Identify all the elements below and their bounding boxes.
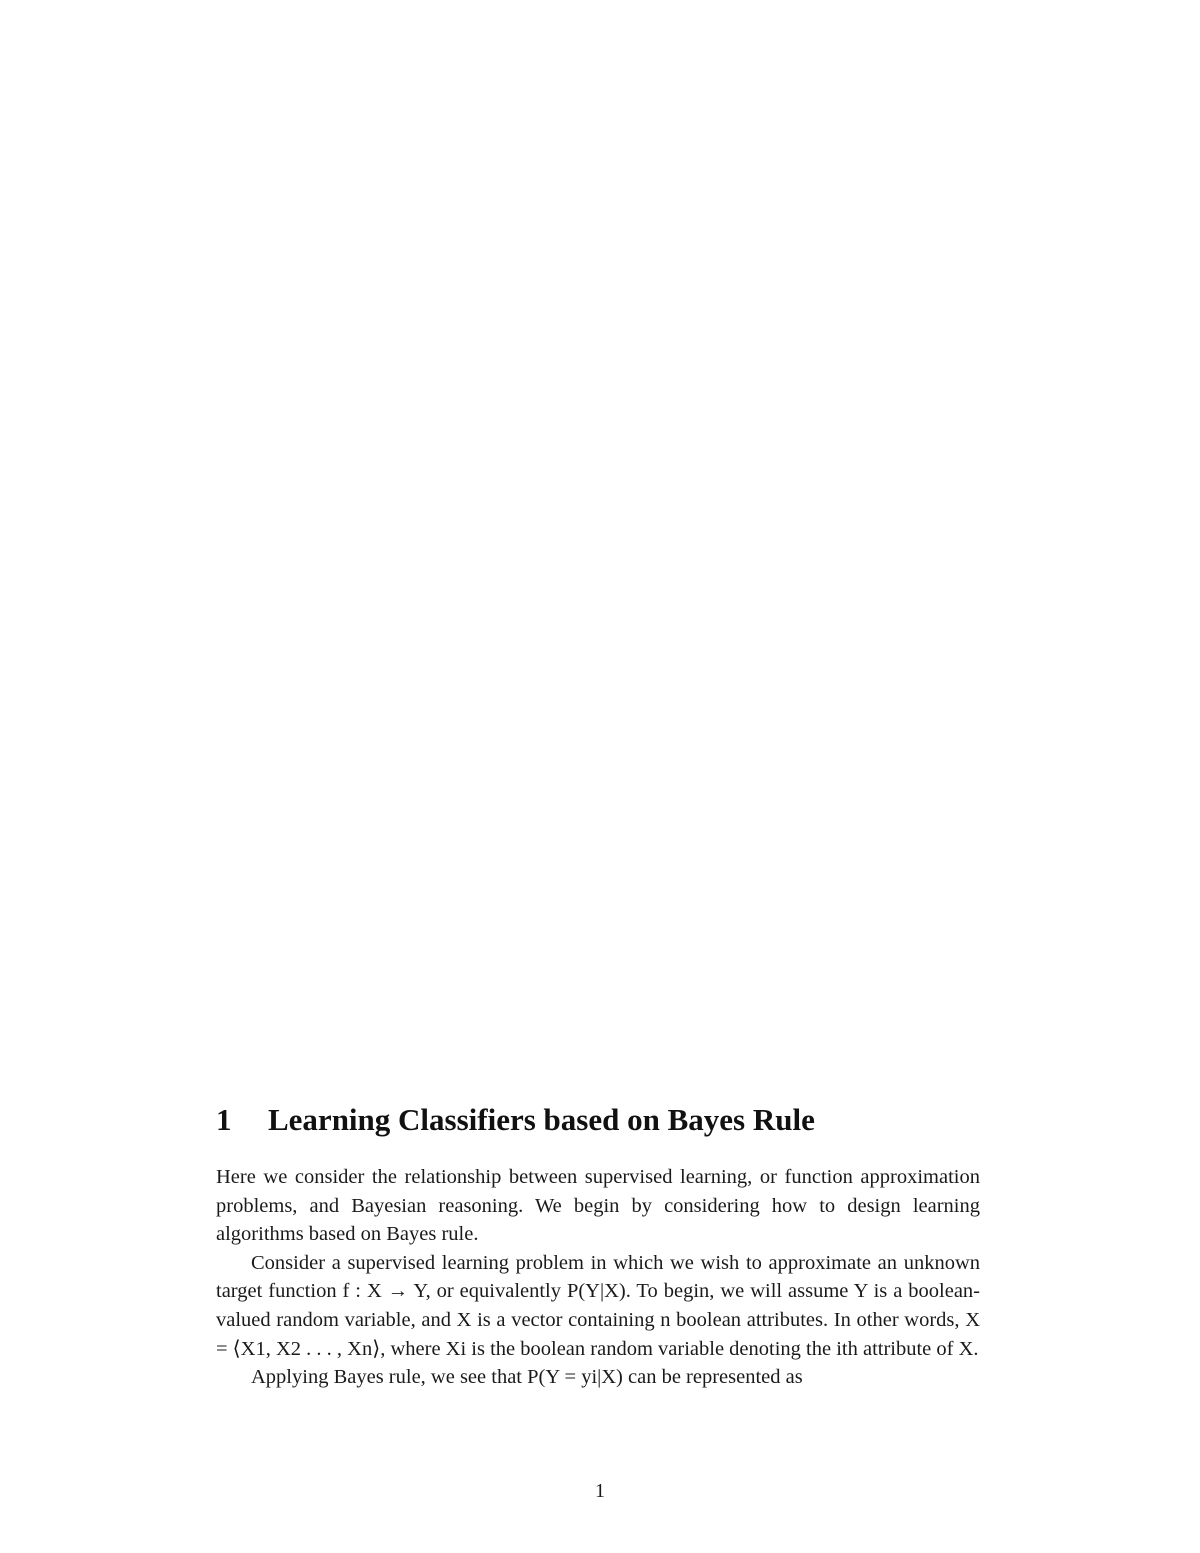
section-body bbox=[216, 1163, 980, 1392]
section-number: 1 bbox=[216, 1102, 232, 1137]
section-heading bbox=[216, 1098, 996, 1142]
page-number: 1 bbox=[595, 1480, 605, 1502]
section-title: Learning Classifiers based on Bayes Rule bbox=[268, 1102, 815, 1137]
paragraph-intro: Here we consider the relationship between supervised learning, or function approximation problems, and Bayesian reasoning. We begin by considering how to design learning algorithms based on Bayes rule. bbox=[216, 1166, 980, 1246]
paragraph-problem-setup: Consider a supervised learning problem in which we wish to approximate an unknown target function f : X → Y, or equivalently P(Y|X). To begin, we will assume Y is a boolean-valued random variable, and X is a vector containing n boolean attributes. In other words, X = ⟨X1, X2 . . . , Xn⟩, where Xi is the boolean random variable denoting the ith attribute of X. bbox=[216, 1251, 980, 1360]
paragraph-bayes-rule: Applying Bayes rule, we see that P(Y = yi|X) can be represented as bbox=[251, 1366, 803, 1389]
